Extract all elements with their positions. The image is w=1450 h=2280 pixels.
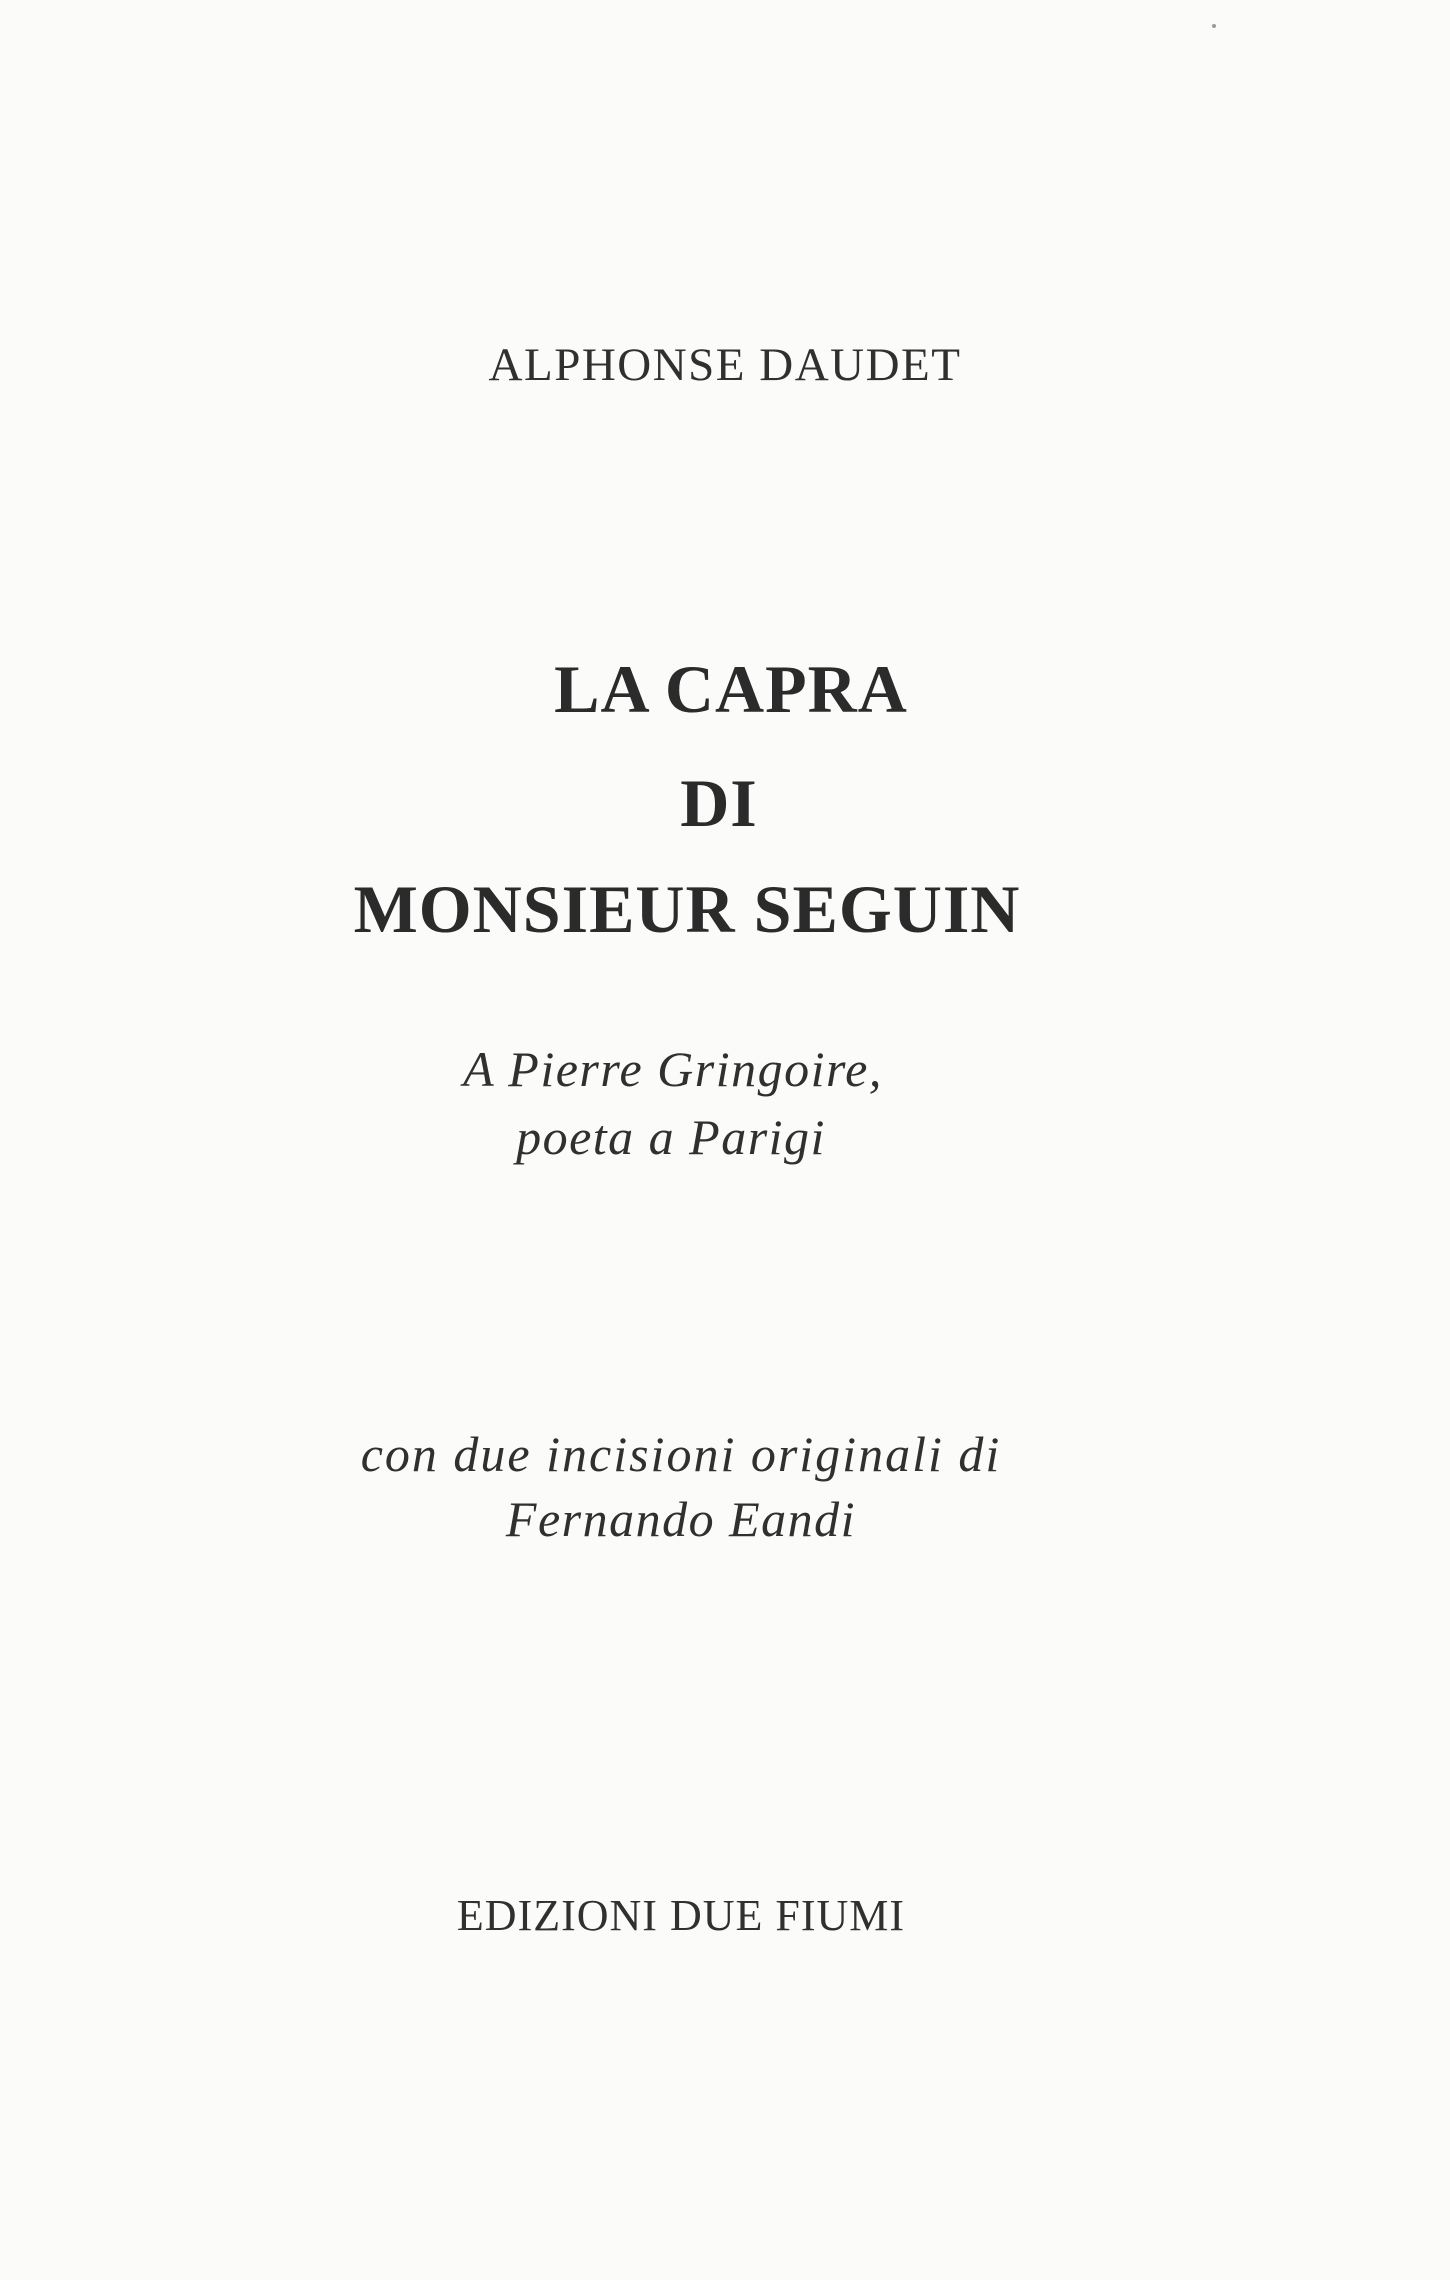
illustrations-credit-line-1: con due incisioni originali di (360, 1426, 1002, 1482)
author-name: ALPHONSE DAUDET (488, 339, 962, 391)
book-title-line-1: LA CAPRA (554, 651, 908, 727)
dedication-line-1: A Pierre Gringoire, (463, 1041, 883, 1097)
dedication-line-2: poeta a Parigi (516, 1109, 826, 1165)
book-title-line-2: DI (680, 765, 758, 841)
publisher-name: EDIZIONI DUE FIUMI (456, 1891, 906, 1940)
book-title-line-3: MONSIEUR SEGUIN (353, 871, 1021, 947)
paper-speck (1212, 24, 1216, 28)
illustrations-credit-line-2: Fernando Eandi (505, 1491, 857, 1547)
